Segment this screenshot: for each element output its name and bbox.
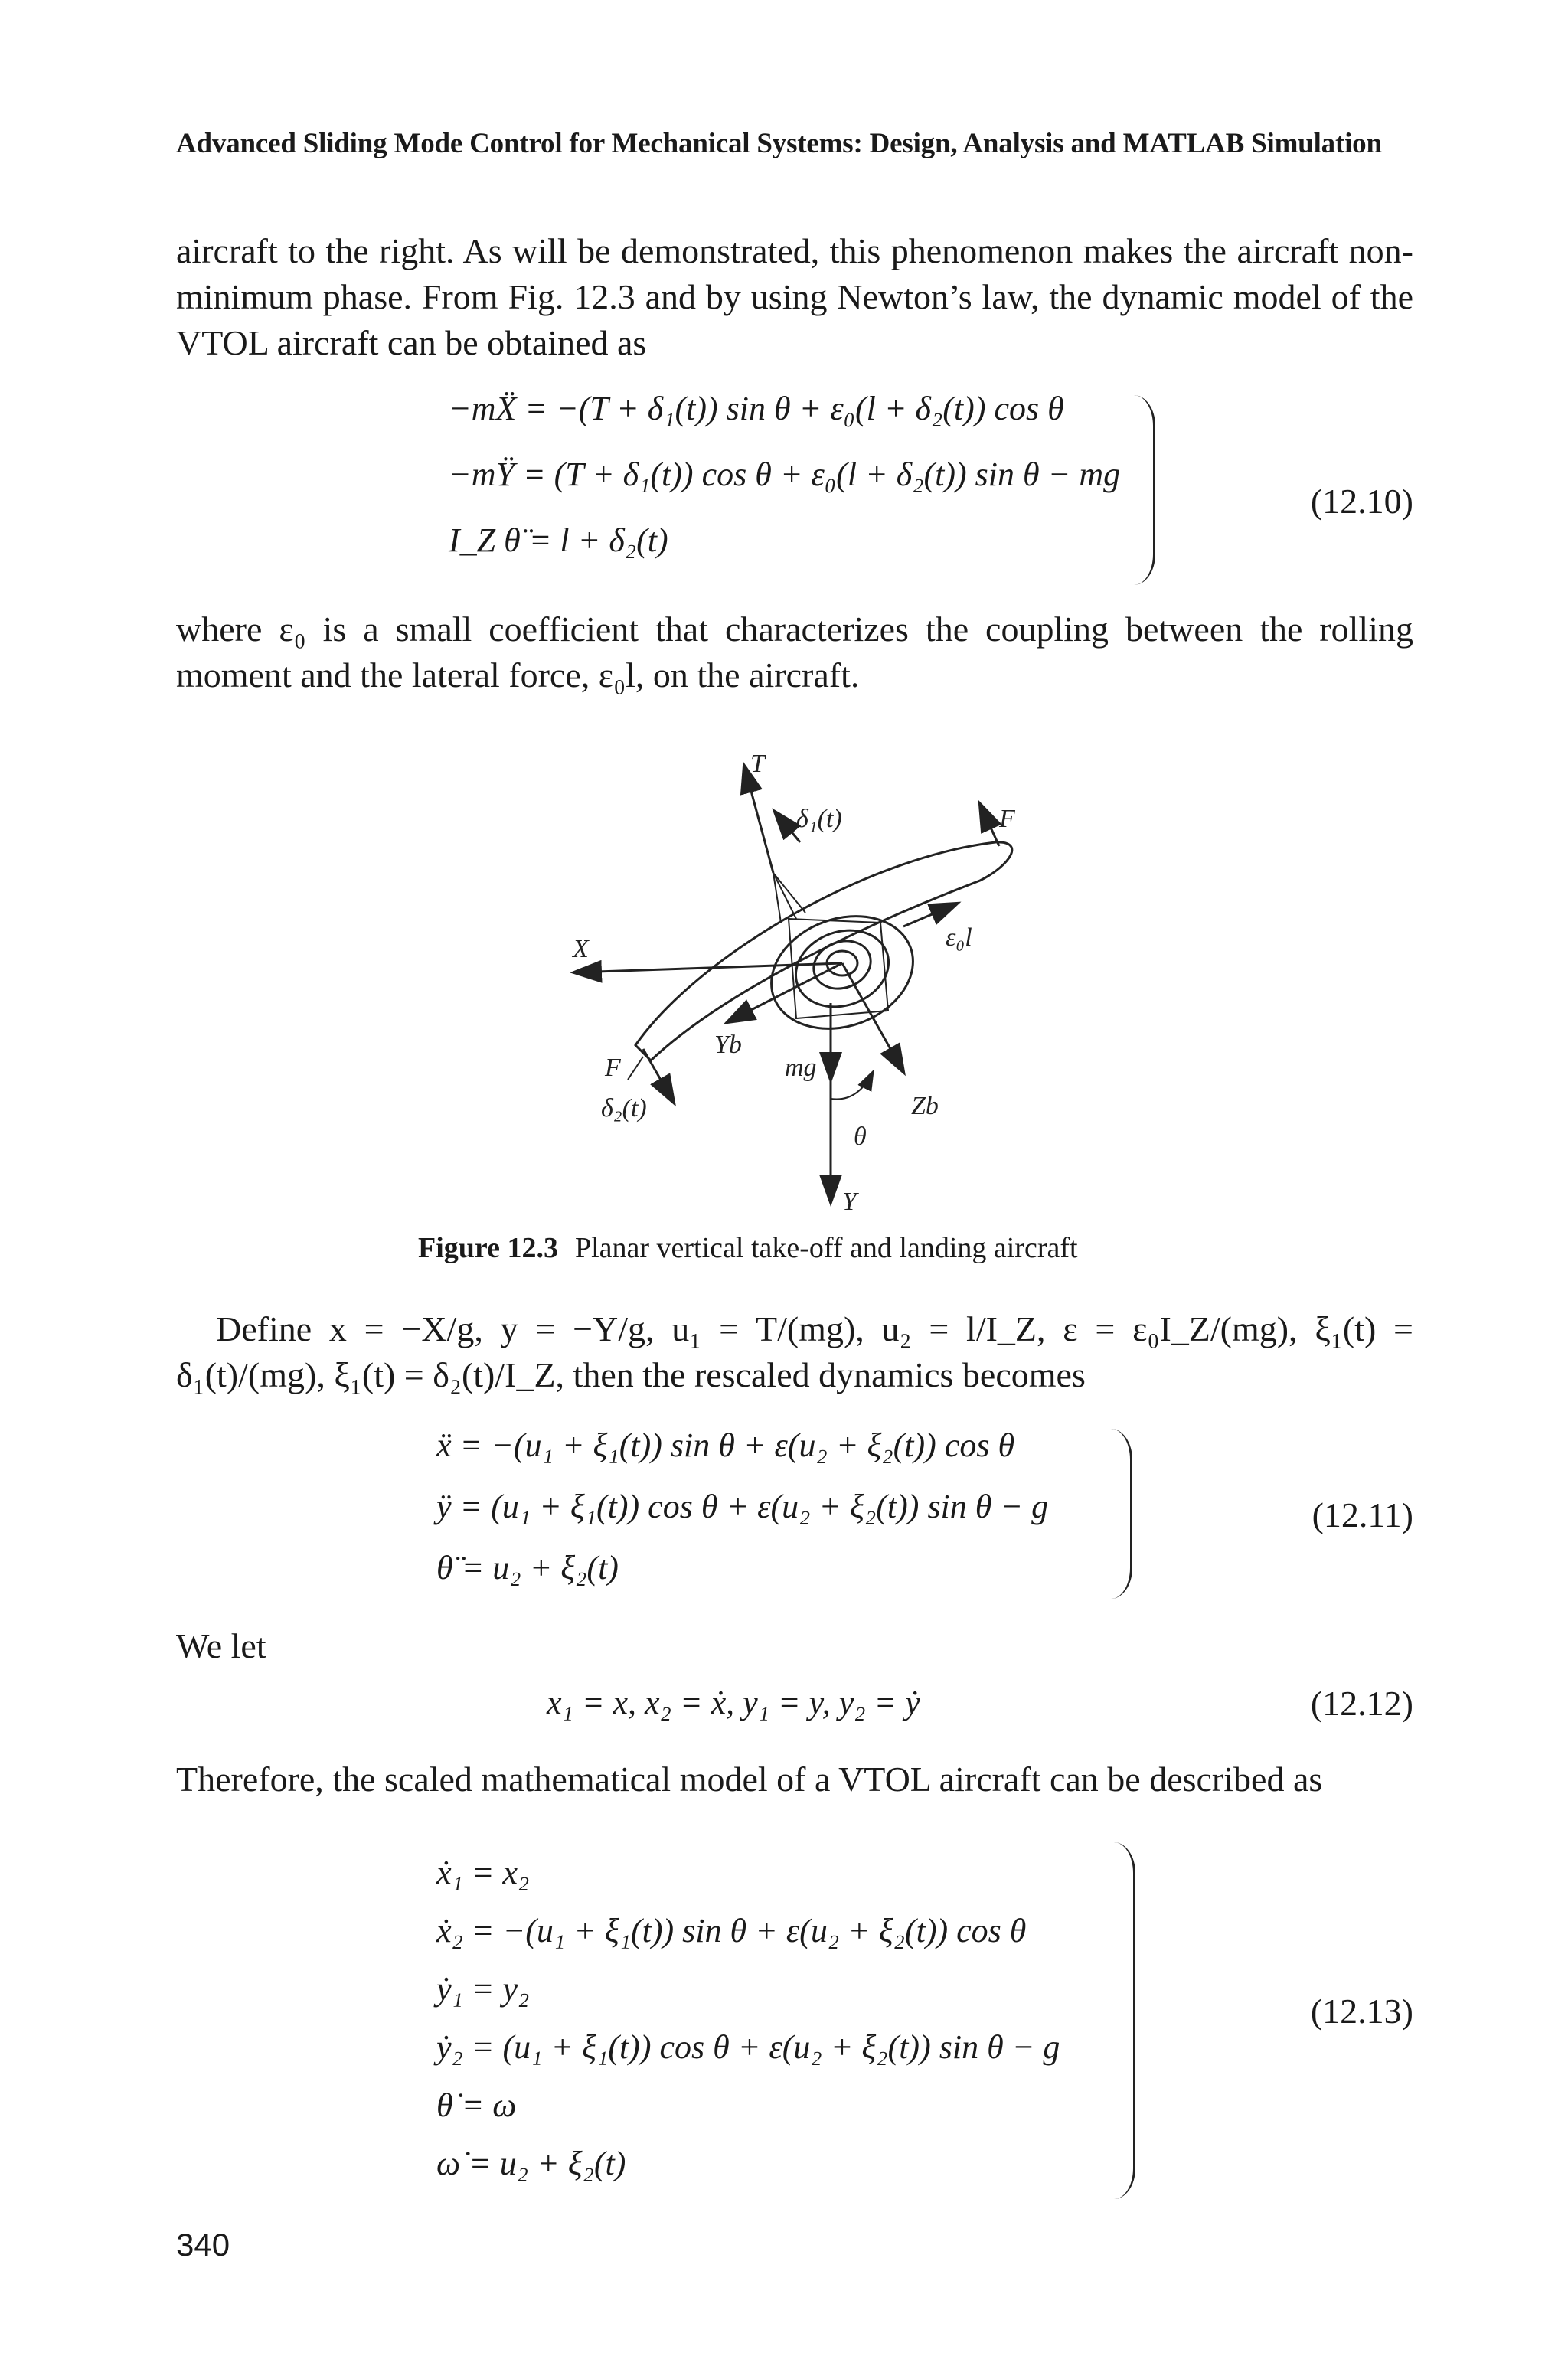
equation-12-13: [436, 1853, 1141, 2205]
equation-12-11: [436, 1426, 1125, 1609]
paragraph-we-let: [176, 1623, 1413, 1669]
theta-arc: [831, 1072, 873, 1100]
right-brace: [1112, 1842, 1135, 2199]
equation-line: ẏ₂ = (u₁ + ξ₁(t)) cos θ + ε(u₂ + ξ₂(t)) sin θ − g: [436, 2028, 1060, 2066]
equation-number: (12.10): [1310, 482, 1413, 521]
running-header: Advanced Sliding Mode Control for Mechanical Systems: Design, Analysis and MATLAB Simulation: [176, 128, 1382, 159]
label-delta2: δ₂(t): [601, 1094, 647, 1123]
paragraph-therefore: [176, 1756, 1413, 1802]
figure-caption: [418, 1231, 1078, 1265]
paragraph-define: [176, 1306, 1413, 1398]
vtol-aircraft-figure: [521, 750, 1072, 1225]
label-f-top: F: [999, 805, 1015, 833]
paragraph-intro: [176, 228, 1413, 366]
equation-line: ω̇ = u₂ + ξ₂(t): [436, 2145, 626, 2182]
label-f-bottom: F: [605, 1054, 621, 1082]
label-y: Y: [842, 1188, 857, 1216]
paragraph-text: Therefore, the scaled mathematical model of a VTOL aircraft can be described as: [176, 1760, 1323, 1799]
paragraph-text: We let: [176, 1626, 266, 1665]
equation-line: θ̈ = u₂ + ξ₂(t): [436, 1549, 619, 1587]
label-delta1: δ₁(t): [796, 805, 842, 833]
equation-line: ẍ = −(u₁ + ξ₁(t)) sin θ + ε(u₂ + ξ₂(t)) cos θ: [436, 1426, 1015, 1464]
equation-line: ẋ₁ = x₂: [436, 1854, 530, 1891]
label-yb: Yb: [714, 1031, 742, 1059]
equation-12-12: x₁ = x, x₂ = ẋ, y₁ = y, y₂ = ẏ: [547, 1684, 920, 1721]
equation-line: ẏ₁ = y₂: [436, 1970, 530, 2008]
thrust-arrow: [744, 766, 773, 873]
label-zb: Zb: [911, 1092, 939, 1120]
label-mg: mg: [785, 1054, 817, 1082]
right-brace: [1132, 395, 1155, 585]
label-eps0l: ε₀l: [946, 923, 972, 952]
equation-line: ÿ = (u₁ + ξ₁(t)) cos θ + ε(u₂ + ξ₂(t)) sin θ − g: [436, 1488, 1049, 1525]
aircraft-body: [756, 897, 929, 1048]
label-theta: θ: [854, 1123, 867, 1151]
equation-number: (12.13): [1310, 1992, 1413, 2031]
label-t: T: [750, 750, 765, 778]
equation-line: −mẌ = −(T + δ₁(t)) sin θ + ε₀(l + δ₂(t)) cos θ: [449, 390, 1064, 427]
figure-caption-text: Planar vertical take-off and landing aircraft: [574, 1232, 1078, 1264]
equation-12-10: [449, 389, 1138, 588]
equation-line: −mŸ = (T + δ₁(t)) cos θ + ε₀(l + δ₂(t)) sin θ − mg: [449, 456, 1121, 493]
page-number: 340: [176, 2227, 230, 2263]
paragraph-text: Define x = −X/g, y = −Y/g, u₁ = T/(mg), u₂ = l/I_Z, ε = ε₀I_Z/(mg), ξ₁(t) = δ₁(t)/(mg), ξ₁(t) = δ₂(t)/I_Z, then the rescaled dynamics becomes: [176, 1309, 1413, 1394]
equation-line: θ̇ = ω: [436, 2087, 517, 2124]
paragraph-text: where ε₀ is a small coefficient that characterizes the coupling between the rolling moment and the lateral force, ε₀l, on the aircraft.: [176, 609, 1413, 694]
right-brace: [1109, 1429, 1132, 1599]
equation-number: (12.11): [1312, 1495, 1413, 1534]
paragraph-epsilon: [176, 606, 1413, 698]
equation-line: I_Z θ̈ = l + δ₂(t): [449, 521, 668, 559]
delta2-arrow: [643, 1049, 674, 1103]
equation-line: ẋ₂ = −(u₁ + ξ₁(t)) sin θ + ε(u₂ + ξ₂(t)) cos θ: [436, 1912, 1027, 1949]
zb-arrow: [842, 963, 903, 1072]
paragraph-text: aircraft to the right. As will be demonstrated, this phenomenon makes the aircraft non-minimum phase. From Fig. 12.3 and by using Newton’s law, the dynamic model of the VTOL aircraft can be obtained as: [176, 231, 1413, 362]
equation-number: (12.12): [1310, 1684, 1413, 1723]
label-x: X: [573, 935, 589, 963]
force-f-top-arrow: [980, 804, 999, 846]
figure-label: Figure 12.3: [418, 1232, 558, 1264]
force-f-bottom-arrow: [628, 1057, 643, 1080]
